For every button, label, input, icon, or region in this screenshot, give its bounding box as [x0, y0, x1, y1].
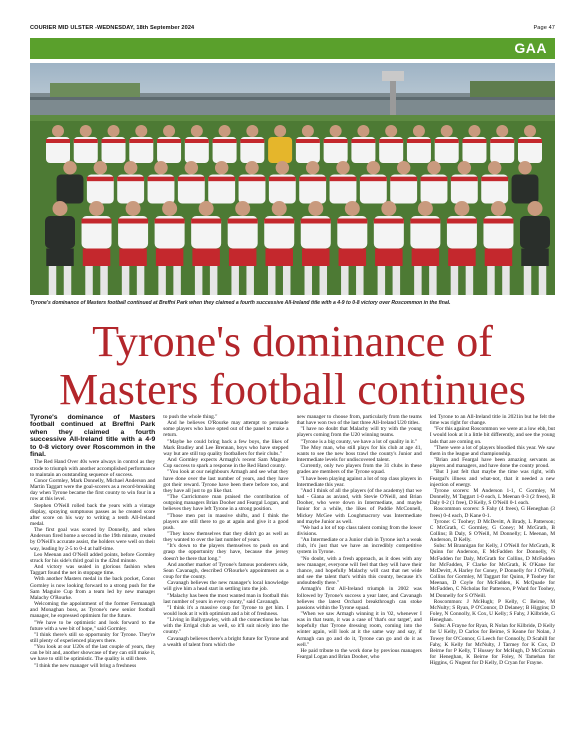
player-leg — [283, 266, 291, 295]
player-shorts — [412, 249, 440, 267]
article-paragraph: "I think there's still so opportunity for Tyrone. They're still plenty of experienced players there. — [30, 631, 156, 644]
player-leg — [487, 266, 495, 295]
player-jersey — [520, 216, 550, 249]
player-leg — [268, 266, 276, 295]
article-column-3 — [297, 414, 422, 732]
player-head — [246, 125, 258, 137]
player-head — [215, 161, 228, 174]
player-leg — [378, 266, 386, 295]
article-paragraph: led Tyrone to an All-Ireland title in 2021in but he felt the time was right for change. — [429, 414, 555, 427]
article-paragraph: And he believes O'Rourke may attempt to persuade some players who have opted out of the panel to make a return. — [163, 420, 289, 439]
player-shorts — [229, 249, 257, 267]
player-head — [276, 161, 289, 174]
jersey-stripe — [421, 177, 448, 181]
jersey-stripe — [157, 139, 181, 143]
article-paragraph: Subs: M Brannigan for Kelly, J O'Neill for McGrath, R Quinn for Anderson, E McFadden for Donnelly, N McFadden for Daly, McGrath for Collins, D McFadden for McFadden, F Clarke for McGrath, K O'Kane for McDevitt, A Harley for Coney, P Donnelly for J O'Neill, Collins for Gormley, M Taggart for Quinn, P Toohey for Meenan, D Coyle for McFadden, K McQuade for McFadden, C Nicholas for Patterson, P Ward for Toohey, M Donnelly for S O'Neill. — [429, 543, 555, 599]
player-head — [381, 201, 396, 216]
player-leg — [195, 266, 203, 295]
player-head — [108, 125, 120, 137]
masthead — [30, 22, 555, 34]
article-paragraph: "You look at our neighbours Armagh and see what they have done over the last number of years, and they have got their reward. Tyrone have been there before too, and they have all just to go like that. — [163, 469, 289, 494]
jersey-stripe — [102, 139, 126, 143]
article-paragraph: Currently, only two players from the 31 clubs in these grades are members of the Tyrone squad. — [296, 463, 422, 476]
player-head — [458, 161, 471, 174]
jersey-stripe — [213, 139, 237, 143]
article-paragraph: "For this against Roscommon we were at a low ebb, but I would look at it a little bit differently, and see the young lads that are coming on. — [429, 426, 555, 445]
player-head — [94, 161, 107, 174]
jersey-stripe — [374, 219, 404, 224]
player-head — [330, 125, 342, 137]
player-jersey — [57, 174, 84, 203]
player-shorts — [156, 249, 184, 267]
photo-caption: Tyrone's dominance of Masters football continued at Breffni Park when they claimed a fourth successive All-Ireland title with a 4-9 to 0-8 victory over Roscommon in the final. — [30, 300, 451, 306]
article-paragraph: "They know themselves that they didn't go as well as they wanted to over the last number of years. — [163, 530, 289, 544]
article-column-1 — [30, 414, 155, 732]
trees — [50, 83, 140, 97]
player-leg — [414, 266, 422, 295]
jersey-stripe — [324, 139, 348, 143]
jersey-stripe — [82, 219, 112, 224]
article-paragraph: Subs: A Frayne for Ryan, R Nolan for Kilbride, D Kelly for U Kelly, D Carlos for Beirne, S Keane for Nolan, J Towey for O'Connor, G Leech for Connolly, D Scahill for Fahy, K Kelly for McNulty, J Tarmey for K Cox, D Beirne for P Kelly, T Hussey for McHugh, D McCorrain for Heneghan, K Beirne for Foley, N Tamehan for Higgins, G Nugent for D Kelly, D Cryan for Frayne. — [429, 623, 555, 667]
jersey-stripe — [379, 139, 403, 143]
jersey-stripe — [118, 219, 148, 224]
publication-line: COURIER MID ULSTER -WEDNESDAY, 18th September 2024 — [30, 25, 195, 31]
player-head — [126, 201, 141, 216]
article-paragraph: "The Carrickmore man praised the contribution of outgoing managers Brian Dooher and Feargal Logan, and believes they have left Tyrone in a strong position. — [163, 494, 289, 513]
article-paragraph: "But I just felt that maybe the time was right, with Feargal's illness and what-not, that it needed a new injection of energy. — [429, 469, 555, 488]
player-head — [199, 201, 214, 216]
player-head — [53, 201, 68, 216]
jersey-stripe — [299, 177, 326, 181]
jersey-stripe — [451, 177, 478, 181]
article-paragraph: "Those men put in massive shifts, and I think the players are still there to go at again and give it a good push. — [163, 512, 289, 531]
player-leg — [210, 266, 218, 295]
player-leg — [246, 266, 254, 295]
player-leg — [305, 266, 313, 295]
jersey-stripe — [185, 139, 209, 143]
player-shorts — [302, 249, 330, 267]
jersey-stripe — [208, 177, 235, 181]
jersey-stripe — [296, 139, 320, 143]
jersey-stripe — [228, 219, 258, 224]
article-paragraph: Tyrone scorers: M Anderson 1-1, C Gormley, M Donnelly, M Taggart 1-0 each, L Meenan 0-3 (2 frees), B Daly 0-2 (1 free), D Kelly, S O'Neill 0-1 each. — [429, 487, 555, 507]
player-head — [418, 201, 433, 216]
floodlight-pole — [390, 77, 396, 117]
player-shorts — [521, 249, 549, 267]
article-body — [30, 414, 555, 732]
jersey-stripe — [447, 219, 477, 224]
article-paragraph: "An Intermediate or a Junior club in Tyrone isn't a weak club, it's just that we have an incredibly competitive system in Tyrone. — [296, 537, 422, 556]
article-paragraph: "And I think of all the players (of the academy) that we had - Giana as an/and, with Stevie O'Neill, and Brian Dooher, who were down in Intermediate, and maybe Junior for a while, the likes of Paddie McConnell, Mickey McGee with Loughmacrory was Intermediate and maybe Junior as well. — [296, 487, 422, 525]
article-paragraph: Roscommon: J McHugh; P Kelly, C Beirne, M McNulty; S Ryan, P O'Connor, D Delaney; B Higgins; D Foley, N Connolly, K Cox, U Kelly; S Fahy, J Kilbride, G Heneghan. — [429, 598, 555, 624]
article-paragraph: to push the whole thing." — [163, 414, 218, 420]
article-paragraph: He paid tribute to the work done by previous managers Feargal Logan and Brian Dooher, who — [296, 647, 422, 661]
article-paragraph: "We have to be optimistic and look forward to the future with a wee bit of hope," said Gormley. — [30, 619, 156, 632]
jersey-stripe — [191, 219, 221, 224]
headline-line-2: Masters football continues — [59, 365, 526, 414]
player-leg — [85, 266, 93, 295]
article-paragraph: Armagh's first All-Ireland triumph in 2002 was followed by Tyrone's success a year later, and Cavanagh believes the latest Orchard breakthrough can stoke passions within the Tyrone squad. — [296, 586, 422, 611]
player-shorts — [119, 249, 147, 267]
player-head — [135, 125, 147, 137]
player-leg — [356, 266, 364, 295]
player-head — [89, 201, 104, 216]
article-paragraph: "There were a lot of players bloodied this year. We saw them in the league and championship. — [429, 444, 555, 457]
headline — [30, 318, 555, 414]
player-head — [367, 161, 380, 174]
player-leg — [64, 266, 72, 295]
player-head — [454, 201, 469, 216]
jersey-stripe — [46, 139, 70, 143]
player-head — [245, 161, 258, 174]
player-head — [468, 125, 480, 137]
article-paragraph: Stephen O'Neill rolled back the years with a vintage display, spraying sumptuous passes as he created score after score on his way to writing a tenth All-Ireland medal. — [30, 502, 156, 527]
player-leg — [231, 266, 239, 295]
article-paragraph: Welcoming the appointment of the former Fermanagh and Monaghan boss, as Tyrone's new senior football manager, he expressed optimism for the future. — [30, 601, 156, 620]
floodlight — [382, 71, 404, 81]
article-paragraph: "Living in Ballygawley, with all the connections he has with the Errigal club as well, so it'll suit nicely into the county." — [163, 617, 289, 636]
player-head — [154, 161, 167, 174]
player-shorts — [83, 249, 111, 267]
player-head — [528, 201, 543, 216]
article-paragraph: "Maybe he could bring back a few boys, the likes of Mark Bradley and Lee Brennan, boys who have stepped way but are still top quality footballers for their clubs." — [163, 438, 289, 457]
player-shorts — [485, 249, 513, 267]
article-paragraph: The first goal was scored by Donnelly, and when Anderson fired home a second in the 19th minute, created by O'Neill's accurate assist, the holders were well on their way, leading by 2-5 to 0-4 at half-time. — [30, 527, 156, 552]
jersey-stripe — [155, 219, 185, 224]
player-head — [308, 201, 323, 216]
section-bar — [30, 38, 555, 59]
player-leg — [524, 266, 532, 295]
jersey-stripe — [117, 177, 144, 181]
jersey-stripe — [240, 139, 264, 143]
jersey-stripe — [435, 139, 459, 143]
article-paragraph: The Red Hand Over 40s were always in control as they strode to triumph with another accomplished performance to maintain an outstanding sequence of success. — [30, 459, 156, 478]
player-head — [397, 161, 410, 174]
player-head — [441, 125, 453, 137]
player-head — [488, 161, 501, 174]
article-paragraph: And victory was sealed in glorious fashion when Taggart found the net in stoppage time. — [30, 564, 156, 577]
article-paragraph: "I have no doubt that Malachy will try with the young players coming from the U20 winning teams. — [296, 426, 422, 439]
stand-roof — [30, 97, 555, 100]
player-jersey — [268, 137, 292, 163]
player-leg — [393, 266, 401, 295]
player-head — [162, 201, 177, 216]
article-paragraph: Roscommon scorers: S Fahy (4 frees), G Heneghan (3 frees) 0-4 each, D Kane 0-1. — [429, 506, 555, 519]
player-leg — [341, 266, 349, 295]
article-paragraph: "You look at our U20s of the last couple of years, they can be bit and, another showcase of they can still make it, we have to still be optimistic. The quality is still there. — [30, 644, 156, 663]
article-paragraph: "No doubt, with a fresh approach, as it does with any new manager, everyone will feel that they will have their chance, and hopefully Malachy will cast that net wide and see the talent that's within this county, because it's undoubtedly there." — [296, 555, 422, 587]
article-paragraph: Leo Meenan and O'Neill added points, before Gormley struck for his side's third goal in the 42nd minute. — [30, 551, 156, 564]
article-paragraph: Tyrone's dominance of Masters football continued at Breffni Park when they claimed a fourth successive All-Ireland title with a 4-9 to 0-8 victory over Roscommon in the final. — [30, 414, 156, 459]
player-head — [427, 161, 440, 174]
player-leg — [137, 266, 145, 295]
player-head — [302, 125, 314, 137]
player-head — [496, 125, 508, 137]
jersey-stripe — [330, 177, 357, 181]
jersey-stripe — [390, 177, 417, 181]
article-paragraph: With another Masters medal in the back pocket, Conor Gormley is now looking forward to a strong push for the Sam Maguire Cup from a team led by new manager Malachy O'Rourke. — [30, 576, 156, 601]
player-shorts — [265, 249, 293, 267]
player-leg — [466, 266, 474, 295]
article-paragraph: Tyrone: C Toohey; D McDevitt, A Brady, L Patterson; C McGrath, C Gormley, G Coney; M McGrath, B Collins; B Daly, S O'Neill, M Donnelly; L Meenan, M Anderson, D Kelly. — [429, 518, 555, 544]
jersey-stripe — [269, 177, 296, 181]
article-paragraph: Cavanagh believes there's a bright future for Tyrone and a wealth of talent from which the — [163, 635, 289, 648]
player-head — [345, 201, 360, 216]
player-head — [52, 125, 64, 137]
player-head — [235, 201, 250, 216]
player-head — [163, 125, 175, 137]
player-shorts — [339, 249, 367, 267]
player-head — [524, 125, 536, 137]
player-head — [413, 125, 425, 137]
player-jersey — [512, 174, 539, 203]
article-paragraph: "I think the new manager will bring a freshness — [34, 662, 137, 669]
jersey-stripe — [74, 139, 98, 143]
player-head — [80, 125, 92, 137]
player-head — [124, 161, 137, 174]
team-photo-illustration — [30, 63, 555, 295]
player-shorts — [46, 249, 74, 267]
article-paragraph: And Gormley expects Armagh's recent Sam Maguire Cup success to spark a response in the Red Hand county. — [163, 457, 289, 470]
player-leg — [502, 266, 510, 295]
player-head — [385, 125, 397, 137]
article-paragraph: new manager to choose from, particularly from the teams that have won two of the last three All-Ireland U20 titles. — [296, 414, 422, 427]
player-head — [357, 125, 369, 137]
jersey-stripe — [148, 177, 175, 181]
jersey-stripe — [239, 177, 266, 181]
article-paragraph: "We had a lot of top class talent coming from the lower divisions. — [296, 524, 422, 537]
jersey-stripe — [481, 177, 508, 181]
player-head — [63, 161, 76, 174]
section-tag: GAA — [514, 40, 547, 56]
player-shorts — [448, 249, 476, 267]
headline-line-1: Tyrone's dominance of — [92, 317, 493, 366]
jersey-stripe — [410, 219, 440, 224]
article-paragraph: "Brian and Feargal have been amazing servants as players and managers, and have done the county proud. — [429, 457, 555, 470]
jersey-stripe — [490, 139, 514, 143]
article-paragraph: "When we saw Armagh winning it in '02, whenever I was in that team, it was a case of 'that's our target', and hopefully that Tyrone dressing room, coming into the winter again, will look at it the same way and say, if Armagh can go and do it, Tyrone can go and do it as well." — [296, 611, 422, 648]
player-leg — [451, 266, 459, 295]
jersey-stripe — [264, 219, 294, 224]
jersey-stripe — [87, 177, 114, 181]
team-photo — [30, 63, 555, 295]
player-head — [185, 161, 198, 174]
jersey-stripe — [407, 139, 431, 143]
player-leg — [49, 266, 57, 295]
jersey-stripe — [129, 139, 153, 143]
jersey-stripe — [360, 177, 387, 181]
article-paragraph: And another marker of Tyrone's famous ponderers side, Sean Cavanagh, described O'Rourke's appointment as a coup for the county. — [163, 561, 289, 581]
player-head — [274, 125, 286, 137]
player-leg — [122, 266, 130, 295]
player-head — [272, 201, 287, 216]
player-head — [219, 125, 231, 137]
jersey-stripe — [518, 139, 542, 143]
article-paragraph: "I think it's a massive coup for Tyrone to get him. I would look at it with optimism and a bit of freshness. — [163, 604, 289, 617]
page-number: Page 47 — [533, 25, 555, 31]
jersey-stripe — [301, 219, 331, 224]
player-jersey — [45, 216, 75, 249]
player-leg — [539, 266, 547, 295]
player-shorts — [375, 249, 403, 267]
article-paragraph: "Tyrone is a big county, we have a lot of quality in it." — [300, 438, 418, 445]
article-paragraph: "Malachy has been the most wanted man in football this last number of years in every county," said Cavanagh. — [163, 592, 289, 605]
player-leg — [173, 266, 181, 295]
player-leg — [158, 266, 166, 295]
article-column-4 — [430, 414, 555, 732]
jersey-stripe — [483, 219, 513, 224]
jersey-stripe — [337, 219, 367, 224]
jersey-stripe — [178, 177, 205, 181]
player-head — [518, 161, 531, 174]
trees-right — [470, 81, 555, 97]
jersey-stripe — [462, 139, 486, 143]
pitch-edge — [30, 115, 555, 121]
article-paragraph: Cavanagh believes the new manager's local knowledge will give him a head start in settling into the job. — [163, 580, 289, 593]
player-head — [191, 125, 203, 137]
player-head — [306, 161, 319, 174]
article-paragraph: The Moy man, who still plays for his club at age 41, wants to see the new boss trawl the county's Junior and Intermediate levels for undiscovered talent. — [296, 444, 422, 464]
jersey-stripe — [351, 139, 375, 143]
player-head — [336, 161, 349, 174]
player-leg — [429, 266, 437, 295]
article-column-2 — [163, 414, 288, 732]
player-leg — [320, 266, 328, 295]
article-paragraph: "It's down to the players themselves to push on and grasp the opportunity they have, because the jersey doesn't be there that long." — [163, 543, 289, 562]
article-paragraph: Conor Gormley, Mark Donnelly, Michael Anderson and Martin Taggart were the goal-scorers as a record-breaking day when Tyrone became the first county to win four in a row at this level. — [30, 477, 156, 503]
player-head — [491, 201, 506, 216]
article-paragraph: "I have been playing against a lot of top class players in Intermediate this year. — [296, 475, 422, 488]
player-shorts — [192, 249, 220, 267]
player-leg — [100, 266, 108, 295]
